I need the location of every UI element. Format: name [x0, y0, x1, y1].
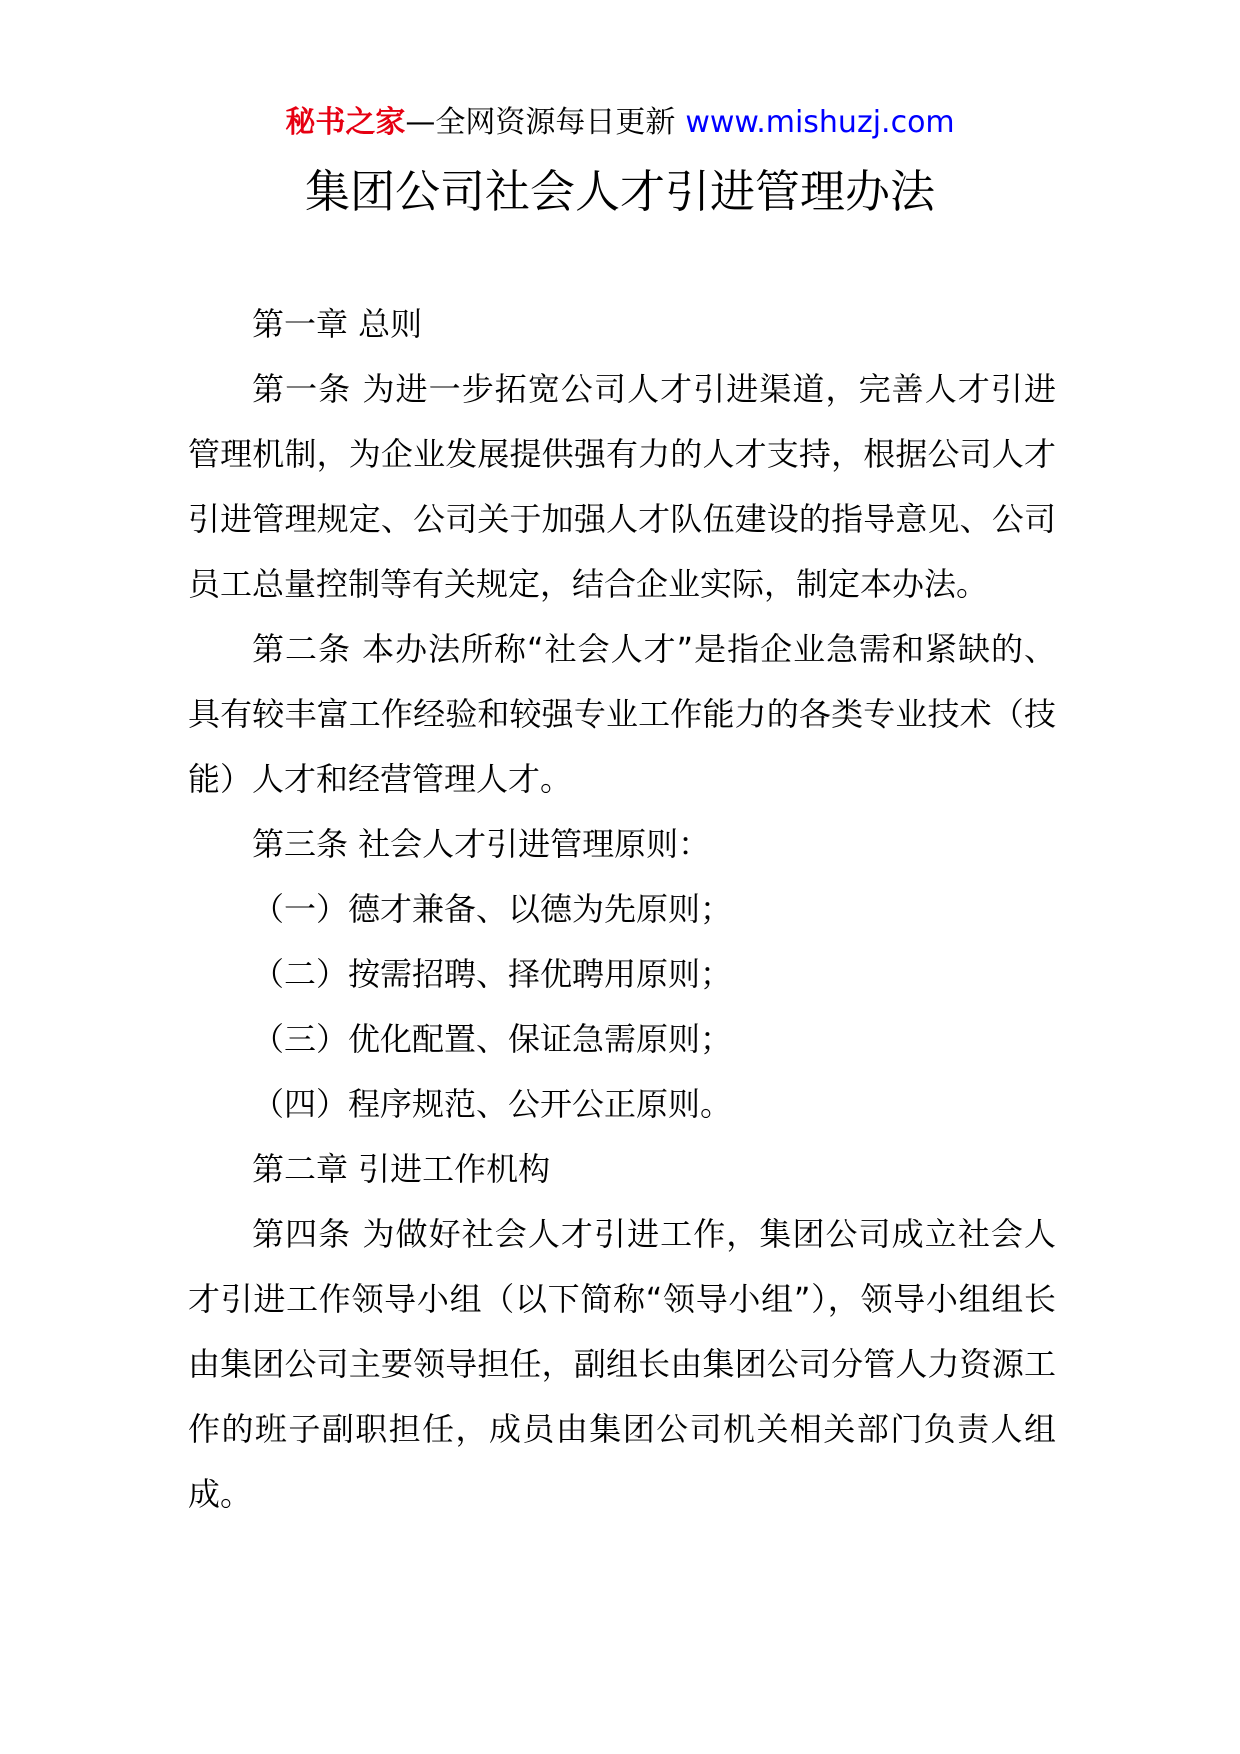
- principle-item: （三）优化配置、保证急需原则；: [252, 1020, 733, 1058]
- brand-name: 秘书之家: [285, 105, 406, 140]
- document-body: [188, 292, 1056, 1527]
- principle-item: （二）按需招聘、择优聘用原则；: [252, 955, 733, 993]
- document-title: 集团公司社会人才引进管理办法: [304, 165, 935, 218]
- article-paragraph: 第四条 为做好社会人才引进工作，集团公司成立社会人才引进工作领导小组（以下简称“领导小组”），领导小组组长由集团公司主要领导担任，副组长由集团公司分管人力资源工作的班子副职担任，成员由集团公司机关相关部门负责人组成。: [188, 1215, 1056, 1513]
- chapter-heading: 第二章 引进工作机构: [252, 1150, 551, 1188]
- watermark-header: [0, 100, 1240, 146]
- principle-item: （四）程序规范、公开公正原则。: [252, 1085, 733, 1123]
- article-paragraph: 第一条 为进一步拓宽公司人才引进渠道，完善人才引进管理机制，为企业发展提供强有力的人才支持，根据公司人才引进管理规定、公司关于加强人才队伍建设的指导意见、公司员工总量控制等有关规定，结合企业实际，制定本办法。: [188, 370, 1056, 603]
- article-paragraph: 第二条 本办法所称“社会人才”是指企业急需和紧缺的、具有较丰富工作经验和较强专业工作能力的各类专业技术（技能）人才和经营管理人才。: [188, 630, 1056, 798]
- principle-item: （一）德才兼备、以德为先原则；: [252, 890, 733, 928]
- brand-tagline: —全网资源每日更新: [405, 105, 676, 140]
- article-paragraph: 第三条 社会人才引进管理原则：: [252, 825, 711, 863]
- chapter-heading: 第一章 总则: [252, 305, 423, 343]
- site-url[interactable]: www.mishuzj.com: [685, 105, 955, 140]
